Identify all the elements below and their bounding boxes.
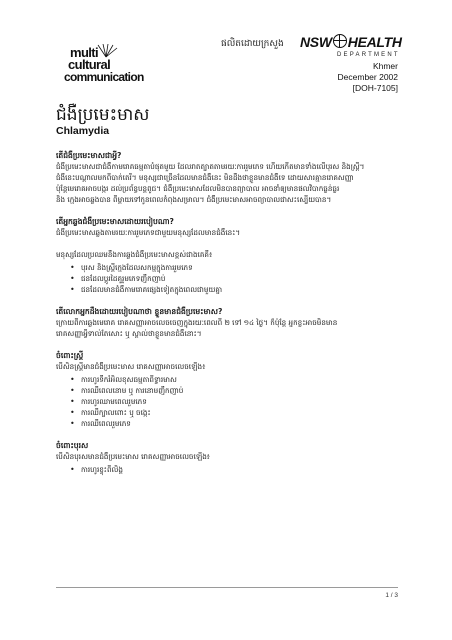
department-text: DEPARTMENT — [337, 52, 400, 58]
section-heading: តើអ្នកឆ្លងជំងឺប្រមេះមាសដោយរបៀបណា? — [56, 217, 174, 226]
section-heading: ចំពោះបុរស — [56, 441, 89, 450]
document-code: [DOH-7105] — [352, 83, 398, 93]
nsw-text: NSW — [300, 34, 332, 50]
document-body — [56, 150, 401, 486]
list-item: • ការឈឺក្បាលពោះ ឬ ចង្កេះ — [56, 407, 401, 418]
footer-divider — [56, 587, 398, 588]
list-item: • ជនដែលប្ដូរដៃគូរួមភេទញឹកញាប់ — [56, 273, 401, 284]
title-khmer: ជំងឺប្រមេះមាស — [56, 105, 150, 125]
language-label: Khmer — [372, 61, 398, 71]
funded-by-text: ផលិតដោយក្រសួង — [221, 39, 284, 49]
paragraph-line: ប៉ុន្តែមេរោគអាចបង្ករ ដល់ប្រព័ន្ធបន្តពូជ។ ជំងឺប្រមេះមាសដែលមិនបានព្យាបាល អាចនាំឲ្យមានផលវិបាកធ្ងន់ធ្ងរ — [56, 184, 340, 193]
section — [56, 150, 401, 205]
section — [56, 216, 401, 238]
list-item: • ការហូរឈាមពេលរួមភេទ — [56, 396, 401, 407]
section-heading: តើលោកអ្នកដឹងដោយរបៀបណាថា ខ្លួនមានជំងឺប្រមេះមាស? — [56, 307, 223, 316]
section — [56, 350, 401, 429]
paragraph-line: ជំងឺនេះបណ្ដាលមកពីបាក់តេរី។ មនុស្សជាច្រើនដែលមានជំងឺនេះ មិនដឹងថាខ្លួនមានជំងឺទេ ដោយសារគ្មានរោគសញ្ញា — [56, 173, 354, 182]
list-item: • ជនដែលមានជំងឺកាមរោគផ្សេងទៀតក្នុងពេលជាមួយគ្នា — [56, 284, 401, 295]
list-item: • បុរស និងស្ត្រីក្មេងដែលសកម្មក្នុងការរួមភេទ — [56, 262, 401, 273]
title-english: Chlamydia — [56, 125, 110, 137]
logo-line-multi: multi — [70, 45, 99, 60]
paragraph-line: ជំងឺប្រមេះមាសជាជំងឺកាមរោគធម្មតាបំផុតមួយ ដែលរាតត្បាតតាមរយៈការរួមភេទ ហើយកើតមានទាំងលើបុរស និងស្ត្រី។ — [56, 162, 365, 171]
list-item: • ការឈឺពេលរួមភេទ — [56, 418, 401, 429]
paragraph-line: និង ក្មេងអាចឆ្លងបាន ពីម្ដាយទៅកូនពេលកំពុងសម្រាល។ ជំងឺប្រមេះមាសអាចព្យាបាលជាសះស្បើយបាន។ — [56, 195, 332, 204]
list-item: • ការហូរទឹករំអិលខុសធម្មតាពីទ្វារមាស — [56, 374, 401, 385]
section — [56, 306, 401, 339]
globe-icon — [333, 34, 347, 48]
section-heading: ចំពោះស្ត្រី — [56, 351, 84, 360]
paragraph-line: បើសិនបុរសមានជំងឺប្រមេះមាស រោគសញ្ញាអាចលេចឡើង៖ — [56, 452, 210, 461]
logo-line-communication: communication — [64, 70, 144, 84]
list-item: • ការហូរខ្ទុះពីលិង្គ — [56, 464, 401, 475]
paragraph-line: ក្រោយពីការឆ្លងមេរោគ រោគសញ្ញាអាចលេចចេញក្នុងរយៈពេលពី ២ ទៅ ១៤ ថ្ងៃ។ ក៏ប៉ុន្តែ អ្នកខ្លះអាចមិនមាន — [56, 318, 338, 327]
bullet-list — [56, 374, 401, 429]
section-heading: តើជំងឺប្រមេះមាសជាអ្វី? — [56, 151, 122, 160]
section — [56, 249, 401, 295]
paragraph-line: បើសិនស្ត្រីមានជំងឺប្រមេះមាស រោគសញ្ញាអាចលេចឡើង៖ — [56, 362, 206, 371]
list-item: • ការឈឺពេលនោម ឬ ការនោមញឹកញាប់ — [56, 385, 401, 396]
date-label: December 2002 — [337, 72, 398, 82]
paragraph-line: មនុស្សដែលប្រឈមនឹងការឆ្លងជំងឺប្រមេះមាសខ្ពស់ជាងគេគឺ៖ — [56, 250, 213, 259]
logo-line-cultural: cultural — [68, 57, 111, 72]
nsw-health-logo — [300, 34, 402, 50]
bullet-list — [56, 262, 401, 295]
bullet-list — [56, 464, 401, 475]
multicultural-communication-logo — [56, 44, 186, 90]
health-text: HEALTH — [347, 34, 402, 50]
section — [56, 440, 401, 475]
paragraph-line: រោគសញ្ញាអ្វីទាល់តែសោះ ឬ ស្គាល់ថាខ្លួនមានជំងឺនោះ។ — [56, 329, 202, 338]
page-number: 1 / 3 — [385, 592, 398, 599]
paragraph-line: ជំងឺប្រមេះមាសឆ្លងតាមរយៈការរួមភេទជាមួយមនុស្សដែលមានជំងឺនេះ។ — [56, 228, 241, 237]
document-meta — [338, 61, 398, 94]
